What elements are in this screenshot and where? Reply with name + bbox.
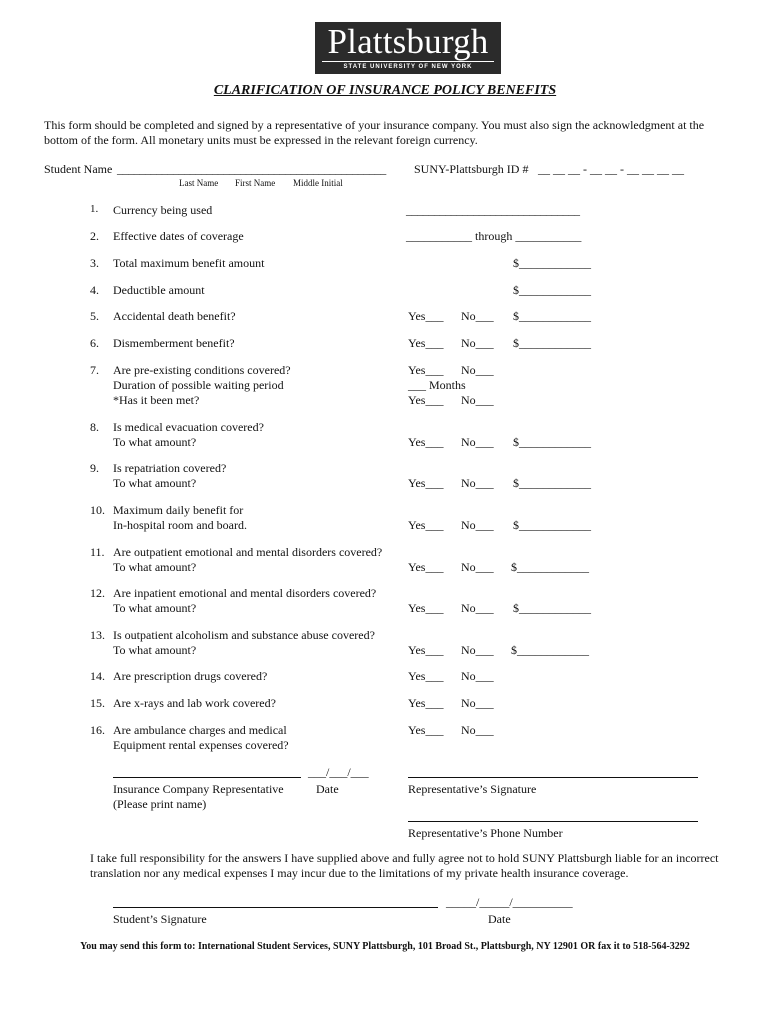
yes-option[interactable]: Yes___ <box>408 309 444 323</box>
form-title: CLARIFICATION OF INSURANCE POLICY BENEFITS <box>213 83 557 98</box>
amount-field[interactable]: $____________ <box>513 435 591 449</box>
yes-option[interactable]: Yes___ <box>408 336 444 350</box>
item-question-line2: To what amount? <box>113 560 197 574</box>
item-number: 8. <box>90 420 99 434</box>
yes-option[interactable]: Yes___ <box>408 363 444 377</box>
item-question-line2: To what amount? <box>113 643 197 657</box>
student-signature-line[interactable] <box>113 907 438 908</box>
coverage-dates-field[interactable]: ___________ through ___________ <box>406 229 582 243</box>
student-signature-label: Student’s Signature <box>113 912 207 926</box>
item-question-line2: To what amount? <box>113 476 197 490</box>
item-number: 4. <box>90 283 99 297</box>
acknowledgment-text: I take full responsibility for the answers I have supplied above and fully agree not to hold SUNY Plattsburgh liable for an incorrect translation nor any medical expenses I may incur due to the limitations of my private health insurance coverage. <box>90 851 719 880</box>
no-option[interactable]: No___ <box>461 723 494 737</box>
no-option[interactable]: No___ <box>461 336 494 350</box>
item-number: 14. <box>90 669 105 683</box>
yes-option[interactable]: Yes___ <box>408 393 444 407</box>
item-question: Deductible amount <box>113 283 205 297</box>
representative-name-label: Insurance Company Representative <box>113 782 284 796</box>
logo-subtitle: STATE UNIVERSITY OF NEW YORK <box>322 61 494 70</box>
item-number: 15. <box>90 696 105 710</box>
item-number: 6. <box>90 336 99 350</box>
plattsburgh-logo <box>315 22 501 74</box>
intro-text: This form should be completed and signed by a representative of your insurance company. You must also sign the acknowledgment at the bottom of the form. All monetary units must be expressed in the relevant foreign currency. <box>44 118 705 147</box>
item-number: 2. <box>90 229 99 243</box>
item-question-line2: To what amount? <box>113 435 197 449</box>
item-question-line3: *Has it been met? <box>113 393 200 407</box>
representative-name-line[interactable] <box>113 777 301 778</box>
item-question: Are inpatient emotional and mental disorders covered? <box>113 586 377 600</box>
last-name-caption: Last Name <box>179 178 219 188</box>
no-option[interactable]: No___ <box>461 363 494 377</box>
first-name-caption: First Name <box>235 178 276 188</box>
student-name-field[interactable]: ________________________________________________ <box>117 162 386 176</box>
item-number: 12. <box>90 586 105 600</box>
item-question: Are pre-existing conditions covered? <box>113 363 291 377</box>
amount-field[interactable]: $____________ <box>511 643 589 657</box>
student-id-label: SUNY-Plattsburgh ID # <box>414 162 529 176</box>
representative-phone-label: Representative’s Phone Number <box>408 826 563 840</box>
no-option[interactable]: No___ <box>461 643 494 657</box>
yes-option[interactable]: Yes___ <box>408 476 444 490</box>
item-question: Is medical evacuation covered? <box>113 420 264 434</box>
item-question: Maximum daily benefit for <box>113 503 244 517</box>
item-question-line2: To what amount? <box>113 601 197 615</box>
yes-option[interactable]: Yes___ <box>408 601 444 615</box>
amount-field[interactable]: $____________ <box>513 601 591 615</box>
item-number: 13. <box>90 628 105 642</box>
item-number: 3. <box>90 256 99 270</box>
item-number: 1. <box>90 203 99 215</box>
middle-initial-caption: Middle Initial <box>293 178 343 188</box>
item-question-line2: In-hospital room and board. <box>113 518 247 532</box>
item-question-line2: Equipment rental expenses covered? <box>113 738 289 752</box>
amount-field[interactable]: $____________ <box>513 309 591 323</box>
no-option[interactable]: No___ <box>461 669 494 683</box>
amount-field[interactable]: $____________ <box>513 518 591 532</box>
item-number: 11. <box>90 545 105 559</box>
yes-option[interactable]: Yes___ <box>408 696 444 710</box>
amount-field[interactable]: $____________ <box>513 336 591 350</box>
no-option[interactable]: No___ <box>461 696 494 710</box>
item-question-line2: Duration of possible waiting period <box>113 378 284 392</box>
no-option[interactable]: No___ <box>461 309 494 323</box>
item-question: Are ambulance charges and medical <box>113 723 287 737</box>
yes-option[interactable]: Yes___ <box>408 560 444 574</box>
item-number: 7. <box>90 363 99 377</box>
no-option[interactable]: No___ <box>461 476 494 490</box>
print-name-note: (Please print name) <box>113 797 207 811</box>
waiting-months-field[interactable]: ___ Months <box>408 378 466 392</box>
no-option[interactable]: No___ <box>461 518 494 532</box>
item-question: Currency being used <box>113 203 213 217</box>
item-question: Total maximum benefit amount <box>113 256 265 270</box>
student-name-label: Student Name <box>44 162 113 176</box>
item-number: 10. <box>90 503 105 517</box>
footer-contact: You may send this form to: International Student Services, SUNY Plattsburgh, 101 Broad St., Plattsburgh, NY 12901 OR fax it to 518-564-3292 <box>80 941 690 952</box>
max-benefit-field[interactable]: $____________ <box>513 256 591 270</box>
yes-option[interactable]: Yes___ <box>408 435 444 449</box>
yes-option[interactable]: Yes___ <box>408 669 444 683</box>
deductible-field[interactable]: $____________ <box>513 283 591 297</box>
item-number: 5. <box>90 309 99 323</box>
amount-field[interactable]: $____________ <box>511 560 589 574</box>
no-option[interactable]: No___ <box>461 560 494 574</box>
representative-date-field[interactable]: ___/___/___ <box>308 765 369 779</box>
logo-name: Plattsburgh <box>327 22 489 61</box>
no-option[interactable]: No___ <box>461 601 494 615</box>
student-date-label: Date <box>488 912 511 926</box>
item-question: Are x-rays and lab work covered? <box>113 696 276 710</box>
representative-signature-label: Representative’s Signature <box>408 782 537 796</box>
item-question: Accidental death benefit? <box>113 309 236 323</box>
item-question: Effective dates of coverage <box>113 229 244 243</box>
yes-option[interactable]: Yes___ <box>408 518 444 532</box>
item-question: Is outpatient alcoholism and substance abuse covered? <box>113 628 375 642</box>
currency-field[interactable]: _______________________________ <box>406 203 580 217</box>
no-option[interactable]: No___ <box>461 435 494 449</box>
no-option[interactable]: No___ <box>461 393 494 407</box>
representative-signature-line[interactable] <box>408 777 698 778</box>
item-question: Are outpatient emotional and mental disorders covered? <box>113 545 383 559</box>
item-question: Is repatriation covered? <box>113 461 227 475</box>
student-date-field[interactable]: _____/_____/__________ <box>446 895 573 909</box>
representative-date-label: Date <box>316 782 339 796</box>
student-id-field[interactable]: __ __ __ - __ __ - __ __ __ __ <box>538 162 684 176</box>
item-question: Dismemberment benefit? <box>113 336 235 350</box>
item-question: Are prescription drugs covered? <box>113 669 268 683</box>
item-number: 16. <box>90 723 105 737</box>
yes-option[interactable]: Yes___ <box>408 643 444 657</box>
amount-field[interactable]: $____________ <box>513 476 591 490</box>
representative-phone-line[interactable] <box>408 821 698 822</box>
yes-option[interactable]: Yes___ <box>408 723 444 737</box>
item-number: 9. <box>90 461 99 475</box>
